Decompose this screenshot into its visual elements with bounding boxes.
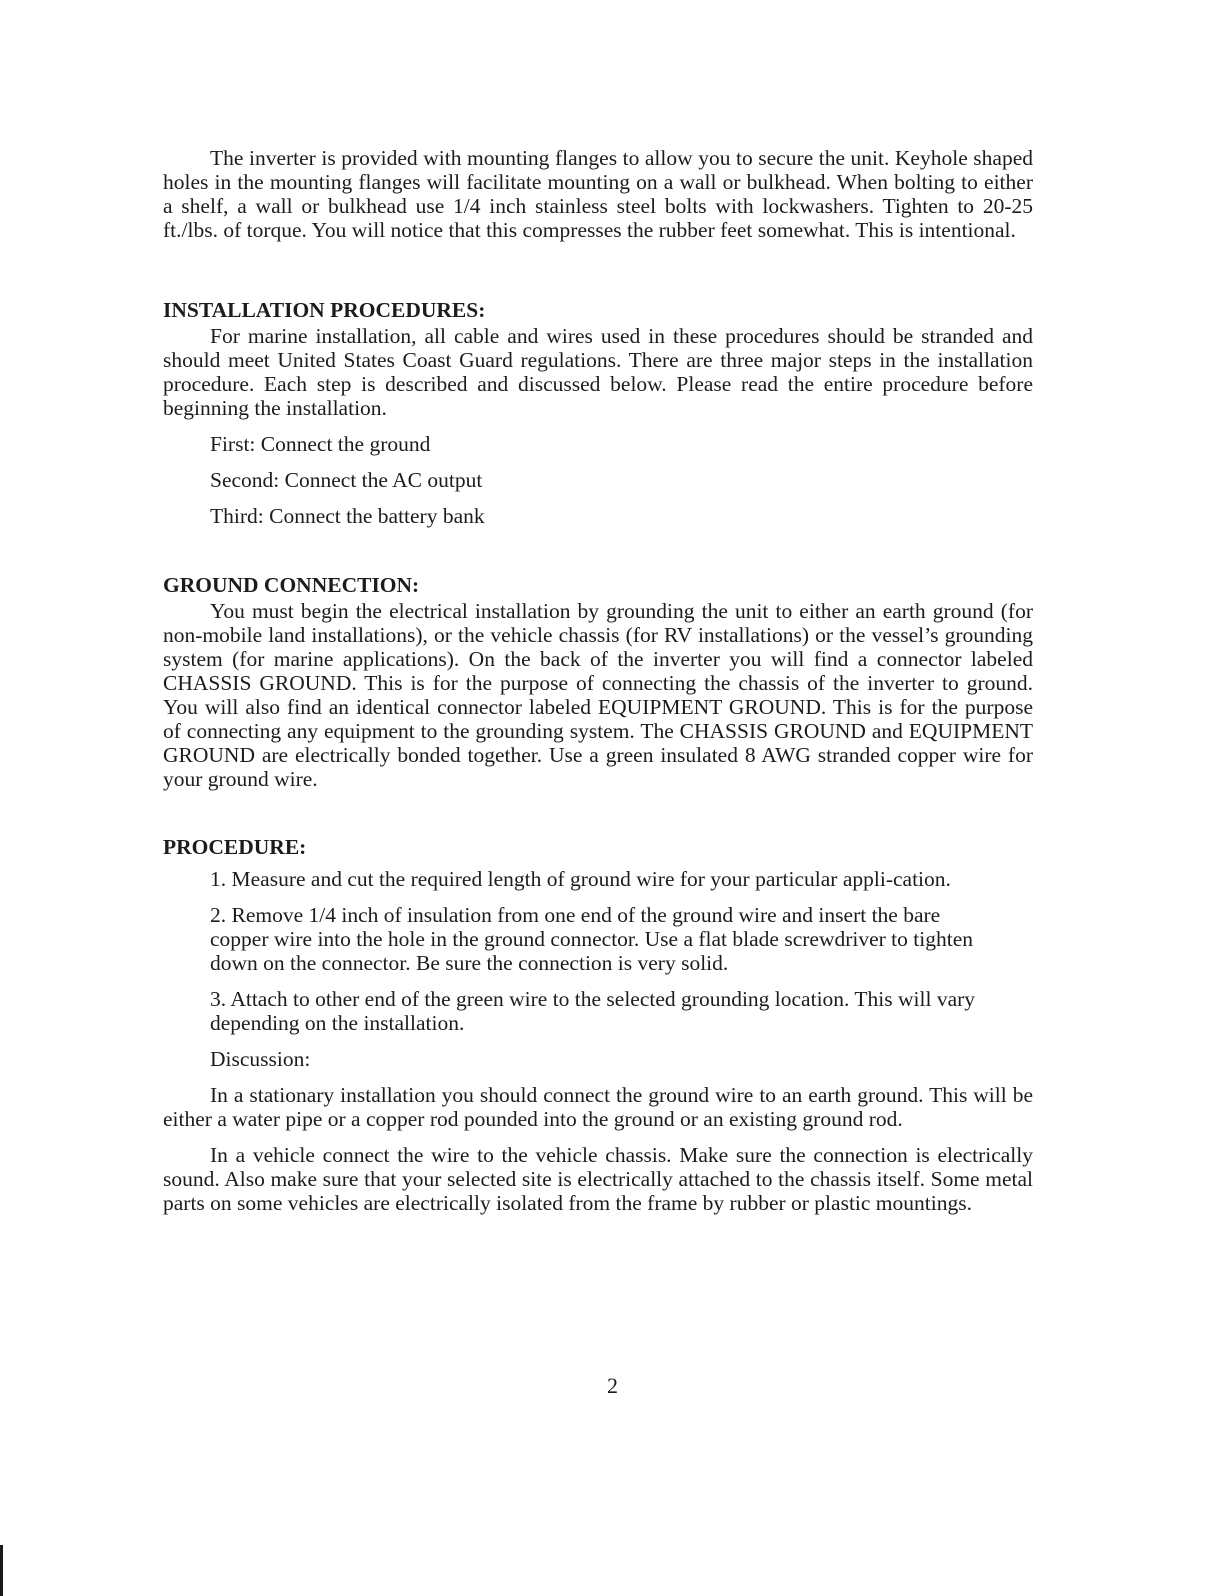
document-page: [163, 146, 1033, 1215]
installation-step-1: First: Connect the ground: [210, 432, 431, 456]
ground-paragraph: You must begin the electrical installation by grounding the unit to either an earth ground (for non-mobile land installations), or the vehicle chassis (for RV installations) or the vessel’s grounding system (for marine applications). On the back of the inverter you will find a connector labeled CHASSIS GROUND. This is for the purpose of connecting the chassis of the inverter to ground. You will also find an identical connector labeled EQUIPMENT GROUND. This is for the purpose of connecting any equipment to the grounding system. The CHASSIS GROUND and EQUIPMENT GROUND are electrically bonded together. Use a green insulated 8 AWG stranded copper wire for your ground wire.: [163, 599, 1033, 791]
procedure-step-3: 3. Attach to other end of the green wire to the selected grounding location. This will vary depending on the installation.: [210, 987, 976, 1035]
ground-heading: GROUND CONNECTION:: [163, 573, 420, 597]
procedure-heading: PROCEDURE:: [163, 835, 307, 859]
procedure-step-2: 2. Remove 1/4 inch of insulation from one end of the ground wire and insert the bare copper wire into the hole in the ground connector. Use a flat blade screwdriver to tighten down on the connector. Be sure the connection is very solid.: [210, 903, 973, 975]
discussion-paragraph-2: In a vehicle connect the wire to the vehicle chassis. Make sure the connection is electrically sound. Also make sure that your selected site is electrically attached to the chassis itself. Some metal parts on some vehicles are electrically isolated from the frame by rubber or plastic mountings.: [163, 1143, 1033, 1215]
installation-heading: INSTALLATION PROCEDURES:: [163, 298, 486, 322]
page-number: 2: [607, 1373, 618, 1398]
installation-step-2: Second: Connect the AC output: [210, 468, 483, 492]
procedure-step-1: 1. Measure and cut the required length of ground wire for your particular appli-cation.: [210, 867, 951, 891]
scan-edge-mark: [0, 1545, 3, 1596]
discussion-paragraph-1: In a stationary installation you should connect the ground wire to an earth ground. This will be either a water pipe or a copper rod pounded into the ground or an existing ground rod.: [163, 1083, 1033, 1131]
intro-paragraph: The inverter is provided with mounting flanges to allow you to secure the unit. Keyhole shaped holes in the mounting flanges will facilitate mounting on a wall or bulkhead. When bolting to either a shelf, a wall or bulkhead use 1/4 inch stainless steel bolts with lockwashers. Tighten to 20-25 ft./lbs. of torque. You will notice that this compresses the rubber feet somewhat. This is intentional.: [163, 146, 1033, 242]
installation-paragraph: For marine installation, all cable and wires used in these procedures should be stranded and should meet United States Coast Guard regulations. There are three major steps in the installation procedure. Each step is described and discussed below. Please read the entire procedure before beginning the installation.: [163, 324, 1033, 420]
discussion-label: Discussion:: [210, 1047, 311, 1071]
installation-step-3: Third: Connect the battery bank: [210, 504, 485, 528]
